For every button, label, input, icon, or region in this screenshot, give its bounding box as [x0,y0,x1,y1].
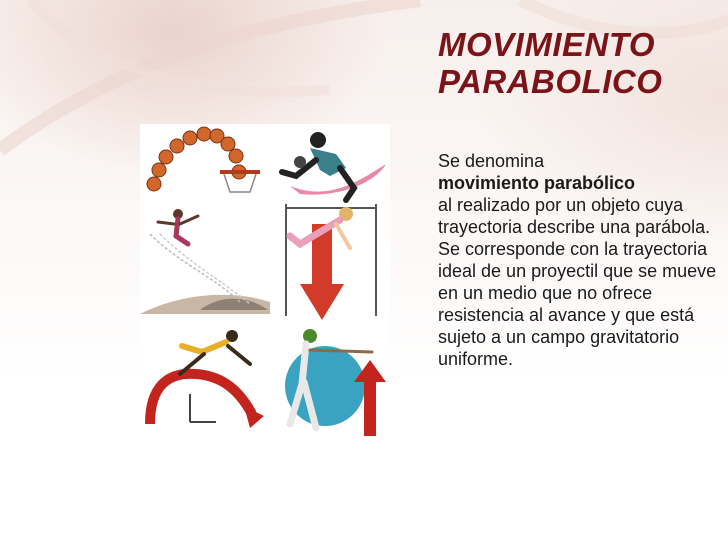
high-jump-icon [286,204,376,320]
sports-collage [140,124,390,439]
baseball-batter-icon [285,329,386,436]
description-body: al realizado por un objeto cuya trayectoria describe una parábola. Se corresponde con la trayectoria ideal de un proyectil que se mueve en un medio que no ofrece resistencia al avance y que está sujeto a un campo gravitatorio uniforme. [438,195,717,369]
hurdler-icon [150,330,264,428]
basketball-arc-icon [147,127,260,192]
description-term: movimiento parabólico [438,173,636,193]
long-jump-icon [140,209,270,314]
description-text [438,150,720,370]
bowler-icon [282,132,386,200]
title-line-2: PARABOLICO [438,63,663,100]
slide-title [438,26,718,100]
illustration [140,124,390,439]
description-intro: Se denomina [438,151,545,171]
title-line-1: MOVIMIENTO [438,26,656,63]
